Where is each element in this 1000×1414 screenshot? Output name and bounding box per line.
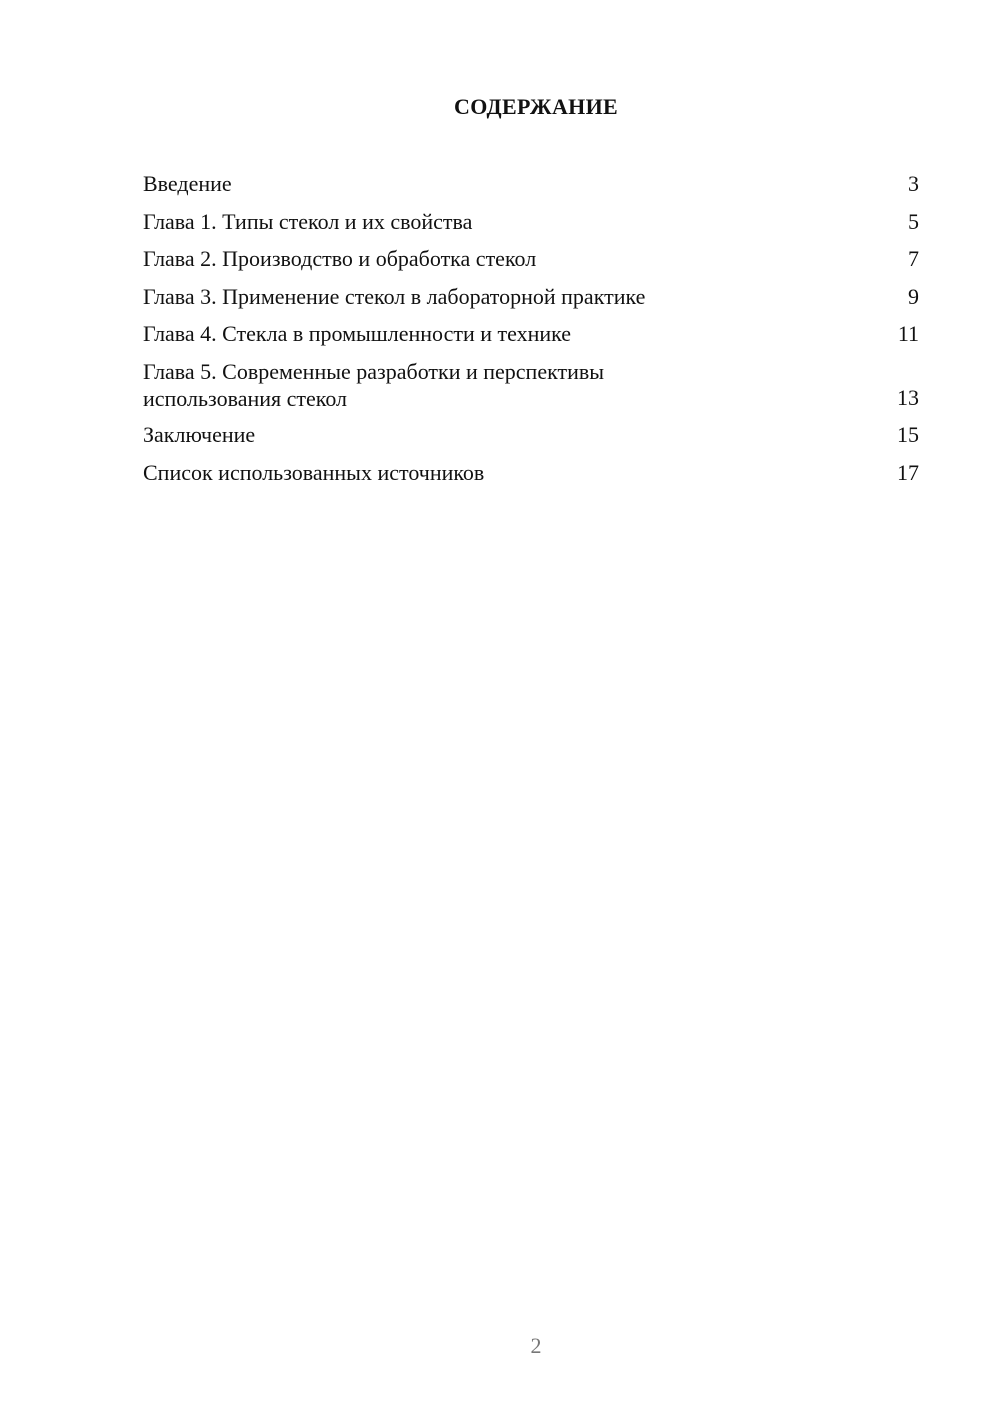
page-title: СОДЕРЖАНИЕ <box>454 94 618 119</box>
toc-entry-label: Заключение <box>143 422 256 447</box>
toc-entry-label: Введение <box>143 171 232 196</box>
toc-entry-chapter-4[interactable] <box>143 320 919 348</box>
toc-entry-page: 3 <box>908 171 919 196</box>
page-number: 2 <box>530 1333 542 1358</box>
toc-entry-page: 5 <box>908 208 919 234</box>
toc-entry-introduction[interactable] <box>143 170 919 198</box>
toc-entry-label: Глава 3. Применение стекол в лабораторной практике <box>143 283 646 309</box>
toc-entry-page: 13 <box>897 384 919 410</box>
table-of-contents <box>143 170 919 496</box>
toc-entry-references[interactable] <box>143 459 919 487</box>
toc-entry-label: Глава 5. Современные разработки и перспективы использования стекол <box>143 358 605 411</box>
toc-entry-page: 17 <box>897 459 919 485</box>
toc-entry-label: Список использованных источников <box>143 459 485 485</box>
toc-entry-page: 7 <box>908 246 919 271</box>
toc-entry-label: Глава 4. Стекла в промышленности и технике <box>143 321 572 346</box>
toc-entry-chapter-1[interactable] <box>143 208 919 236</box>
toc-entry-label: Глава 2. Производство и обработка стекол <box>143 246 537 271</box>
toc-entry-page: 11 <box>897 321 919 346</box>
toc-entry-chapter-2[interactable] <box>143 245 919 273</box>
toc-entry-chapter-5[interactable] <box>143 358 919 412</box>
toc-entry-chapter-3[interactable] <box>143 283 919 311</box>
toc-entry-label: Глава 1. Типы стекол и их свойства <box>143 208 473 234</box>
toc-entry-page: 15 <box>897 422 919 447</box>
toc-entry-page: 9 <box>908 283 919 309</box>
toc-entry-conclusion[interactable] <box>143 421 919 449</box>
